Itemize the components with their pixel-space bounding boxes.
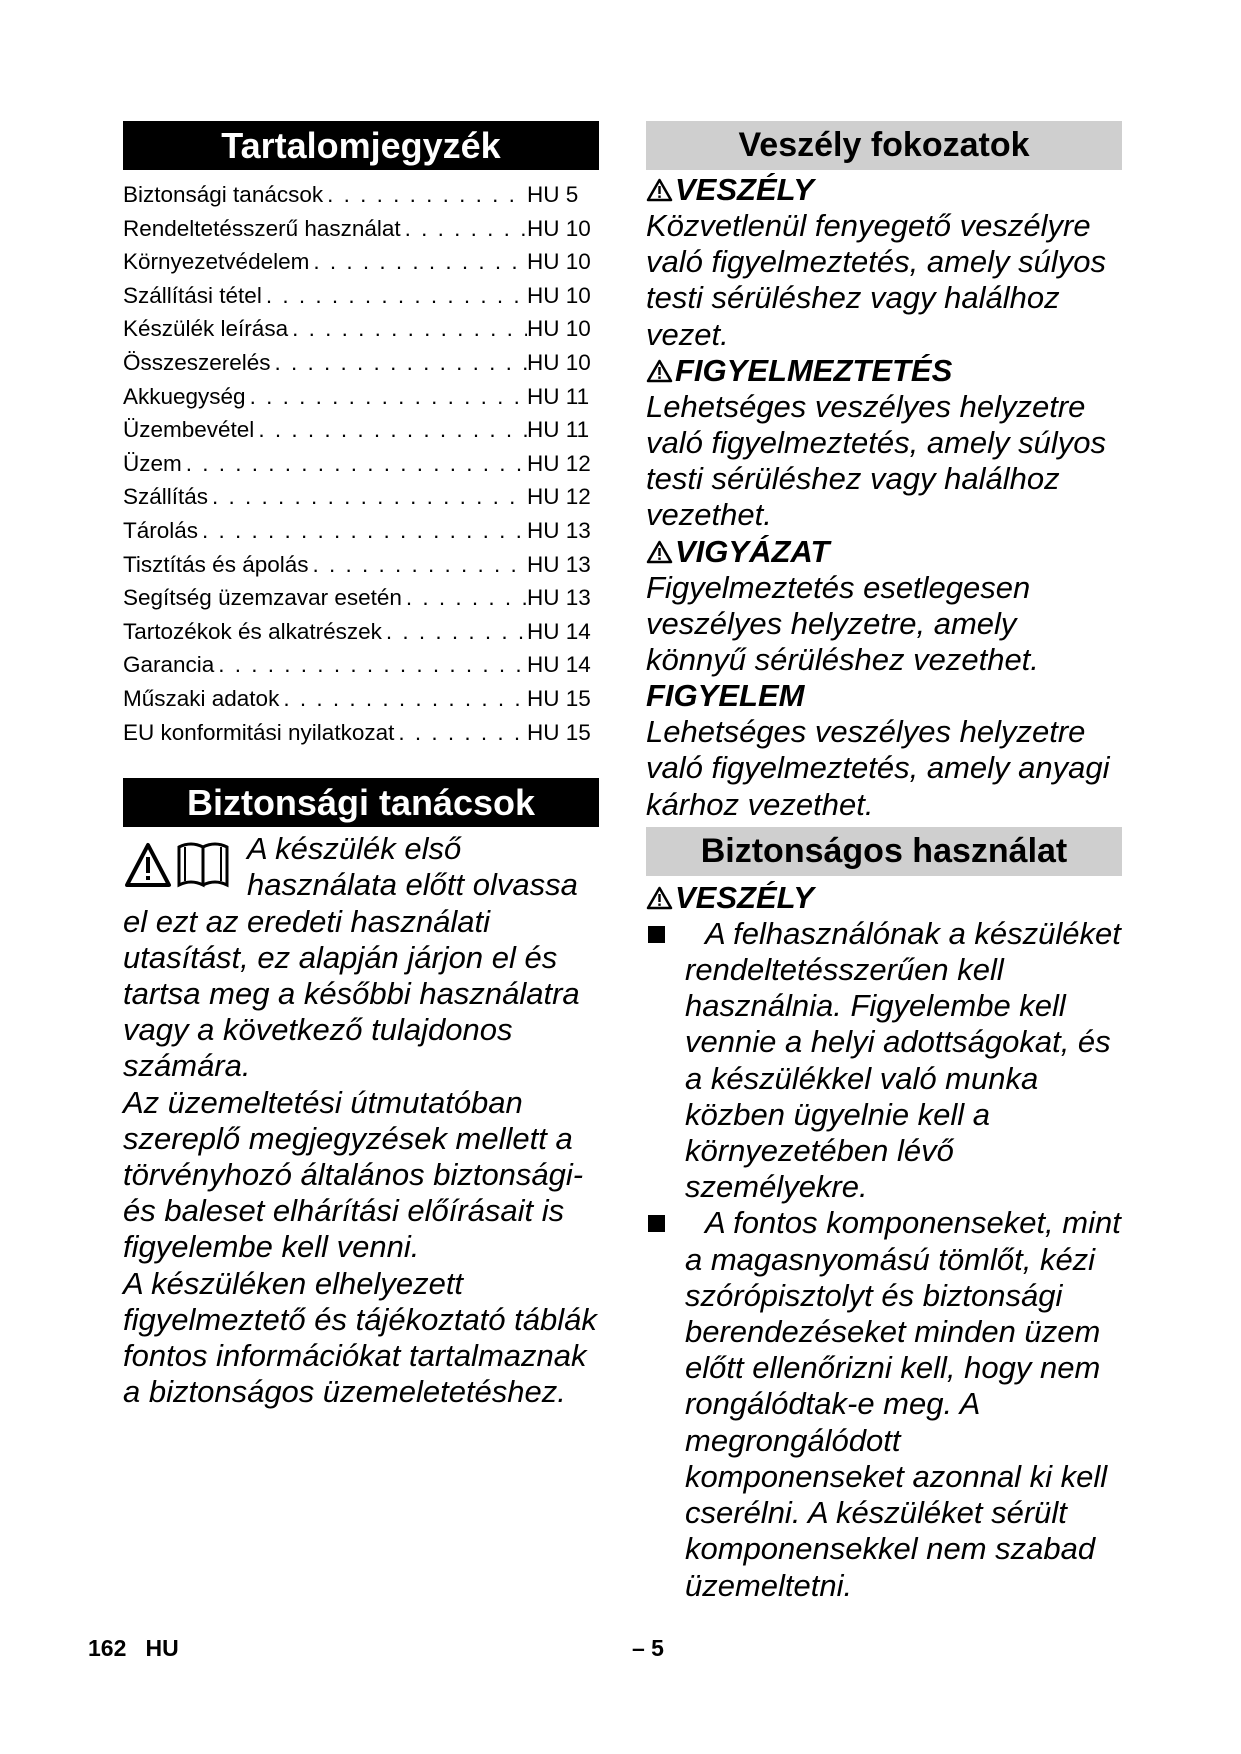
toc-entry: Tisztítás és ápolás . . . HU 13: [123, 548, 599, 582]
safety-section: [123, 831, 599, 1410]
danger-levels-list: [646, 172, 1122, 823]
toc-entry: Műszaki adatok . . . HU 15: [123, 682, 599, 716]
toc-entry: Szállítás . . . HU 12: [123, 480, 599, 514]
caution-description: Figyelmeztetés esetlegesen veszélyes helyzetre, amely könnyű sérüléshez vezethet.: [646, 569, 1039, 678]
toc-entry: Tartozékok és alkatrészek . . . HU 14: [123, 615, 599, 649]
list-item: A fontos komponenseket, mint a magasnyomású tömlőt, kézi szórópisztolyt és biztonsági berendezéseket minden üzem előtt ellenőrizni kell, hogy nem rongálódtak-e meg. A megrongálódott komponenseket azonnal ki kell cserélni. A készüléket sérült komponensekkel nem szabad üzemeltetni.: [646, 1205, 1122, 1603]
list-item: A felhasználónak a készüléket rendeltetésszerűen kell használnia. Figyelembe kell vennie a helyi adottságokat, és a készülékkel való munka közben ügyelnie kell a környezetében lévő személyekre.: [646, 916, 1122, 1206]
warning-triangle-icon: [646, 539, 673, 565]
danger-label: VESZÉLY: [646, 172, 1122, 208]
safety-paragraph: Az üzemeltetési útmutatóban szereplő megjegyzések mellett a törvényhozó általános biztonsági- és baleset elhárítási előírásait is figyelembe kell venni.: [123, 1084, 584, 1265]
safety-heading: Biztonsági tanácsok: [123, 778, 599, 827]
left-column: [123, 121, 599, 1410]
toc-entry: Garancia . . . HU 14: [123, 648, 599, 682]
danger-description: Közvetlenül fenyegető veszélyre való figyelmeztetés, amely súlyos testi sérüléshez vagy halálhoz vezet.: [646, 208, 1107, 352]
right-column: [646, 121, 1122, 1604]
toc-entry: Akkuegység . . . HU 11: [123, 380, 599, 414]
warning-manual-icon: [123, 837, 237, 893]
safe-use-heading: Biztonságos használat: [646, 827, 1122, 876]
toc-list: [123, 178, 599, 749]
attention-label: FIGYELEM: [646, 678, 805, 714]
toc-entry: Üzembevétel . . . HU 11: [123, 413, 599, 447]
toc-heading: Tartalomjegyzék: [123, 121, 599, 170]
toc-entry: EU konformitási nyilatkozat . . . HU 15: [123, 716, 599, 750]
toc-entry: Biztonsági tanácsok . . . HU 5: [123, 178, 599, 212]
footer-page-number: 162 HU: [88, 1635, 179, 1661]
warning-description: Lehetséges veszélyes helyzetre való figyelmeztetés, amely súlyos testi sérüléshez vagy halálhoz vezethet.: [646, 388, 1107, 533]
toc-entry: Tárolás . . . HU 13: [123, 514, 599, 548]
warning-triangle-icon: [646, 177, 673, 203]
toc-entry: Üzem . . . HU 12: [123, 447, 599, 481]
attention-description: Lehetséges veszélyes helyzetre való figyelmeztetés, amely anyagi kárhoz vezethet.: [646, 714, 1110, 822]
warning-triangle-icon: [646, 358, 673, 384]
footer-section-page: – 5: [632, 1635, 664, 1661]
bullet-square-icon: [648, 926, 665, 943]
safety-paragraph: A készüléken elhelyezett figyelmeztető és tájékoztató táblák fontos információkat tartalmaznak a biztonságos üzemeletetéshez.: [123, 1265, 597, 1410]
toc-entry: Készülék leírása . . . HU 10: [123, 312, 599, 346]
warning-label: FIGYELMEZTETÉS: [646, 353, 1122, 389]
toc-entry: Szállítási tétel . . . HU 10: [123, 279, 599, 313]
danger-label: VESZÉLY: [646, 880, 1122, 916]
warning-triangle-icon: [646, 885, 673, 911]
caution-label: VIGYÁZAT: [646, 534, 1122, 570]
toc-entry: Környezetvédelem . . . HU 10: [123, 245, 599, 279]
bullet-square-icon: [648, 1215, 665, 1232]
toc-entry: Segítség üzemzavar esetén . . . HU 13: [123, 581, 599, 615]
danger-levels-heading: Veszély fokozatok: [646, 121, 1122, 170]
toc-entry: Összeszerelés . . . HU 10: [123, 346, 599, 380]
toc-entry: Rendeltetésszerű használat . . . HU 10: [123, 212, 599, 246]
safe-use-list: [646, 916, 1122, 1604]
safety-intro: A készülék első használata előtt olvassa el ezt az eredeti használati utasítást, ez alapján járjon el és tartsa meg a későbbi használatra vagy a következő tulajdonos számára.: [123, 831, 580, 1084]
